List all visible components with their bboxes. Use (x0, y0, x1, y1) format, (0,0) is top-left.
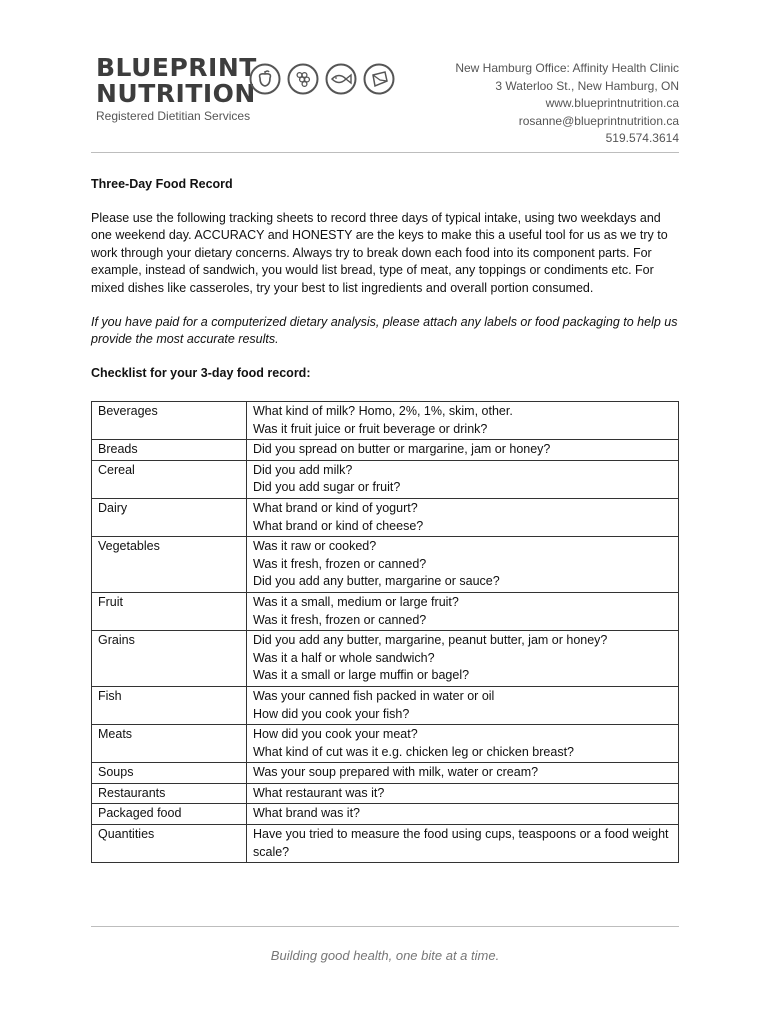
question-text: Was it a small or large muffin or bagel? (253, 668, 470, 683)
questions-cell (247, 440, 679, 461)
document-body (91, 176, 681, 382)
questions-cell (247, 763, 679, 784)
category-cell: Fruit (92, 592, 247, 630)
grapes-icon (287, 63, 319, 95)
questions-cell (247, 460, 679, 498)
category-cell: Restaurants (92, 783, 247, 804)
question-text: Did you add sugar or fruit? (253, 480, 401, 495)
question-text: Was your soup prepared with milk, water or cream? (253, 765, 539, 780)
questions-cell (247, 498, 679, 536)
table-row (92, 460, 679, 498)
question-text: What brand was it? (253, 806, 360, 821)
question-text: Did you add any butter, margarine or sauce? (253, 574, 500, 589)
question-text: Was it raw or cooked? (253, 539, 377, 554)
questions-cell (247, 592, 679, 630)
question-text: Did you add any butter, margarine, peanut butter, jam or honey? (253, 633, 608, 648)
table-row (92, 537, 679, 593)
questions-cell (247, 804, 679, 825)
question-text: Was your canned fish packed in water or oil (253, 688, 495, 703)
category-cell: Fish (92, 686, 247, 724)
table-row (92, 686, 679, 724)
contact-block (455, 60, 679, 148)
table-row (92, 825, 679, 863)
category-cell: Quantities (92, 825, 247, 863)
questions-cell (247, 725, 679, 763)
logo-subtitle: Registered Dietitian Services (96, 109, 251, 123)
questions-cell (247, 631, 679, 687)
question-text: Was it fruit juice or fruit beverage or drink? (253, 421, 488, 436)
question-text: What restaurant was it? (253, 785, 385, 800)
question-text: What brand or kind of yogurt? (253, 500, 418, 515)
category-cell: Packaged food (92, 804, 247, 825)
question-text: What kind of cut was it e.g. chicken leg or chicken breast? (253, 744, 574, 759)
email-link[interactable]: rosanne@blueprintnutrition.ca (518, 113, 679, 128)
table-row (92, 498, 679, 536)
question-text: Did you add milk? (253, 462, 353, 477)
category-cell: Soups (92, 763, 247, 784)
intro-paragraph: Please use the following tracking sheets to record three days of typical intake, using two weekdays and one weekend day. ACCURACY and HONESTY are the keys to make this a useful tool for us as we try to work through your dietary concerns. Always try to break down each food into its component parts. For example, instead of sandwich, you would list bread, type of meat, any toppings or condiments etc. For mixed dishes like casseroles, try your best to list ingredients and overall portion consumed. (91, 210, 668, 295)
page-title: Three-Day Food Record (91, 177, 233, 191)
milk-carton-icon (363, 63, 395, 95)
table-row (92, 804, 679, 825)
header-divider (91, 152, 679, 153)
category-cell: Cereal (92, 460, 247, 498)
table-row (92, 402, 679, 440)
table-row (92, 725, 679, 763)
office-name: New Hamburg Office: Affinity Health Clinic (455, 61, 679, 75)
questions-cell (247, 686, 679, 724)
logo-line1: BLUEPRINT (96, 53, 257, 82)
category-cell: Vegetables (92, 537, 247, 593)
question-text: Was it fresh, frozen or canned? (253, 556, 427, 571)
table-row (92, 783, 679, 804)
question-text: Did you spread on butter or margarine, jam or honey? (253, 442, 551, 457)
footer-tagline: Building good health, one bite at a time. (270, 948, 500, 963)
question-text: What kind of milk? Homo, 2%, 1%, skim, other. (253, 404, 513, 418)
logo-icons (249, 63, 395, 95)
footer-divider (91, 926, 679, 927)
fish-icon (325, 63, 357, 95)
questions-cell (247, 825, 679, 863)
question-text: Was it a half or whole sandwich? (253, 650, 435, 665)
table-row (92, 763, 679, 784)
phone-number: 519.574.3614 (605, 131, 679, 145)
questions-cell (247, 783, 679, 804)
question-text: How did you cook your meat? (253, 727, 418, 742)
question-text: Was it fresh, frozen or canned? (253, 612, 427, 627)
question-text: What brand or kind of cheese? (253, 518, 424, 533)
category-cell: Grains (92, 631, 247, 687)
category-cell: Meats (92, 725, 247, 763)
table-row (92, 592, 679, 630)
office-address: 3 Waterloo St., New Hamburg, ON (495, 78, 679, 93)
question-text: Was it a small, medium or large fruit? (253, 594, 459, 609)
brand-logo (96, 55, 416, 125)
apple-icon (249, 63, 281, 95)
category-cell: Breads (92, 440, 247, 461)
table-row (92, 440, 679, 461)
question-text: How did you cook your fish? (253, 706, 410, 721)
questions-cell (247, 537, 679, 593)
checklist-table (91, 401, 679, 863)
question-text: Have you tried to measure the food using cups, teaspoons or a food weight scale? (253, 827, 669, 859)
category-cell: Dairy (92, 498, 247, 536)
questions-cell (247, 402, 679, 440)
table-row (92, 631, 679, 687)
checklist-heading: Checklist for your 3-day food record: (91, 365, 311, 380)
website-link[interactable]: www.blueprintnutrition.ca (545, 96, 679, 110)
analysis-note: If you have paid for a computerized dietary analysis, please attach any labels or food packaging to help us provide the most accurate results. (91, 314, 678, 347)
category-cell: Beverages (92, 402, 247, 440)
logo-line2: NUTRITION (96, 79, 256, 108)
